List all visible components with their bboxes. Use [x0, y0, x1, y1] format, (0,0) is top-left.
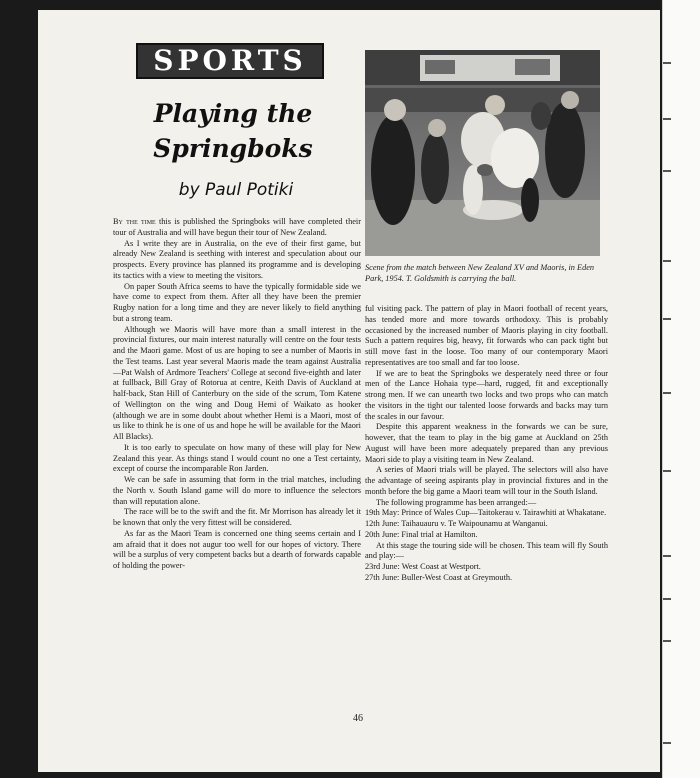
paragraph: A series of Maori trials will be played. The selectors will also have the advantage of seeing aspirants play in provincial fixtures and in the month before the big game a Maori team will tour in the South Island.: [365, 465, 608, 496]
photo-caption: Scene from the match between New Zealand XV and Maoris, in Eden Park, 1954. T. Goldsmith is carrying the ball.: [365, 263, 595, 283]
edge-mark: [663, 470, 671, 472]
title-line-2: Springboks: [153, 134, 313, 163]
paragraph: We can be safe in assuming that form in the trial matches, including the North v. South Island game will do more to influence the selectors than will reputation alone.: [113, 475, 361, 506]
edge-mark: [663, 555, 671, 557]
title-line-1: Playing the: [153, 99, 313, 128]
rugby-photo: [365, 50, 600, 256]
lead-paragraph: [113, 217, 361, 239]
paragraph: If we are to beat the Springboks we desperately need three or four men of the Lance Hohaia type—hard, rugged, fit and exceptionally strong men. If we can unearth two locks and two props who can match the visitors in the tight our talented loose forwards and backs may turn the scales in our favour.: [365, 368, 608, 421]
edge-mark: [663, 640, 671, 642]
tour-item: 27th June: Buller-West Coast at Greymouth.: [365, 572, 513, 582]
tour-item: 23rd June: West Coast at Westport.: [365, 562, 481, 571]
programme-item: 20th June: Final trial at Hamilton.: [365, 529, 478, 539]
paragraph: The race will be to the swift and the fit. Mr Morrison has already let it be known that only the very fittest will be considered.: [113, 507, 361, 527]
edge-mark: [663, 62, 671, 64]
byline: by Paul Potiki: [178, 180, 294, 200]
edge-mark: [663, 260, 671, 262]
paragraph: Although we Maoris will have more than a small interest in the provincial fixtures, our main interest naturally will centre on the four tests and the Maori game. Most of us are hoping to see a number of Maoris in the Test teams. Last year several Maoris made the team against Australia—Pat Walsh of Ardmore Teachers' College at second five-eighth and later at fullback, Bill Gray of Rotorua at centre, Keith Davis of Auckland at half-back, Stan Hill of Canterbury on the side of the scrum, Tom Katene of Wellington on the wing and Doug Hemi of Waikato as hooker (although we are in some doubt about whether Hemi is a Maori, most of us like to think he is one of us and hope he will be available for the Maori All Blacks).: [113, 324, 361, 441]
paragraph: As far as the Maori Team is concerned one thing seems certain and I am afraid that it does not augur too well for our hopes of victory. There will be a surplus of very competent backs but a dearth of forwards capable of holding the power-: [113, 528, 361, 570]
paragraph: ful visiting pack. The pattern of play in Maori football of recent years, has tended more and more towards orthodoxy. This is probably occasioned by the increased number of Maoris playing in city football. Such a pattern requires big, heavy, fit forwards who can pack tight but still move fast in the loose. Too many of our contemporary Maori representatives are too small and far too loose.: [365, 304, 608, 367]
programme-item: 19th May: Prince of Wales Cup—Taitokerau v. Tairawhiti at Whakatane.: [365, 508, 607, 518]
lead-text: this is published the Springboks will have completed their tour of Australia and will have begun their tour of New Zealand.: [113, 217, 361, 237]
edge-mark: [663, 598, 671, 600]
page-number: 46: [353, 713, 363, 724]
edge-mark: [663, 318, 671, 320]
paragraph: On paper South Africa seems to have the typically formidable side we have come to expect from them. After all they have been the premier Rugby nation for a long time and they are never likely to field anything but a strong team.: [113, 281, 361, 323]
left-column: [113, 217, 361, 572]
right-column: [365, 304, 608, 584]
section-banner: SPORTS: [136, 43, 324, 79]
edge-mark: [663, 170, 671, 172]
edge-mark: [663, 392, 671, 394]
magazine-page: [38, 10, 660, 772]
lead-smallcaps: By the time: [113, 217, 156, 226]
paragraph: As I write they are in Australia, on the eve of their first game, but already New Zealand is seething with interest and speculation about our prospects. Every province has planned its programme and is developing its tactics with a view to meeting the visitors.: [113, 238, 361, 280]
rugby-scene-image: [365, 50, 600, 256]
paragraph: It is too early to speculate on how many of these will play for New Zealand this year. As things stand I would count no one a Test certainty, except of course the incomparable Ron Jarden.: [113, 442, 361, 474]
edge-mark: [663, 742, 671, 744]
paragraph: Despite this apparent weakness in the forwards we can be sure, however, that the team to play in the big game at Auckland on 25th August will have been more adequately prepared than any previous Maori side to play a visiting team in New Zealand.: [365, 422, 608, 464]
article-title: [143, 96, 323, 166]
programme-note: At this stage the touring side will be chosen. This team will fly South and play:—: [365, 540, 608, 561]
programme-item: 12th June: Taihauauru v. Te Waipounamu at Wanganui.: [365, 519, 548, 528]
edge-mark: [663, 118, 671, 120]
next-page-edge: [662, 0, 700, 778]
paragraph: The following programme has been arranged:—: [376, 497, 537, 507]
